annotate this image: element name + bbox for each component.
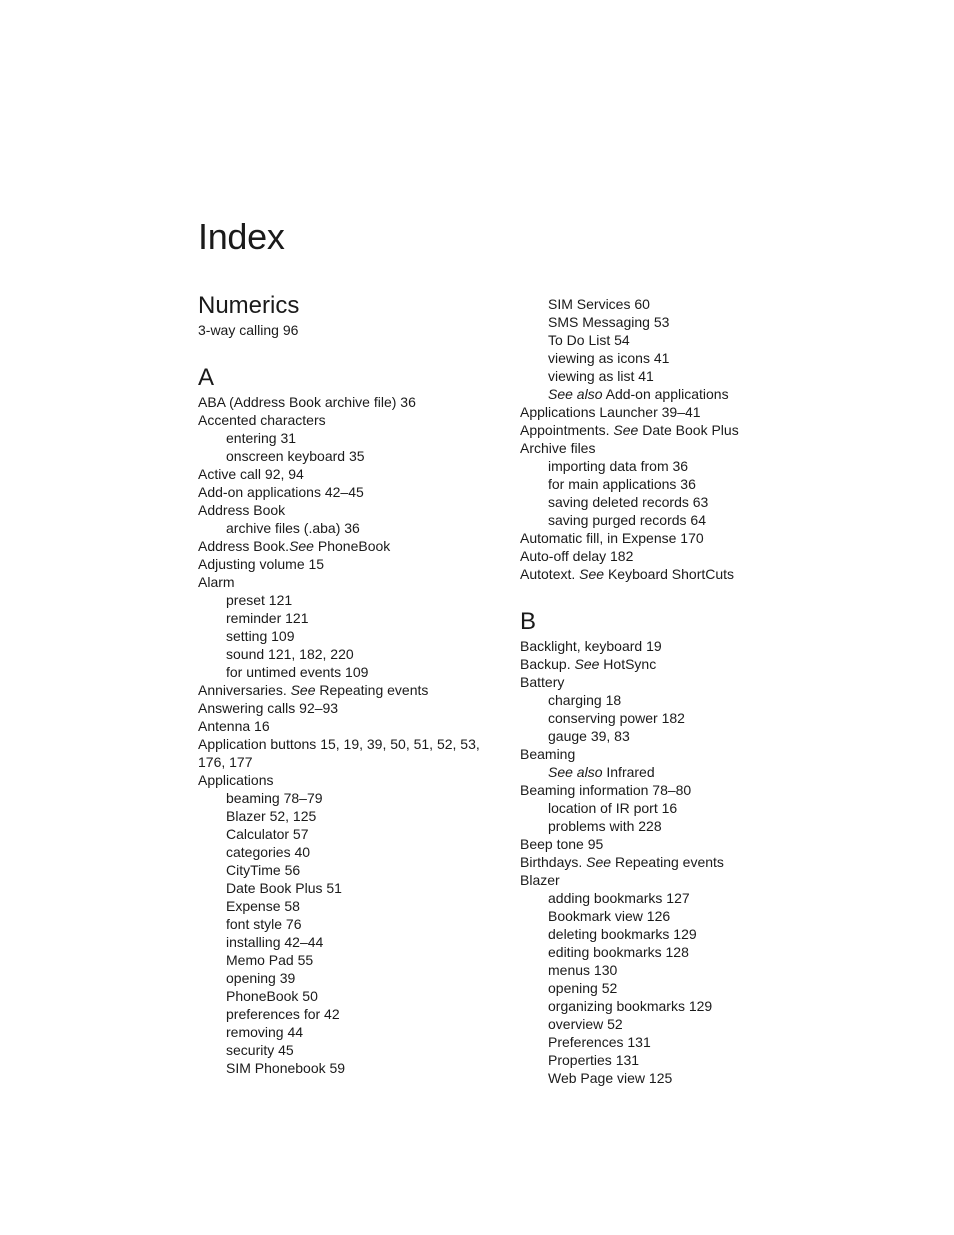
index-entry: Beaming [520, 746, 576, 762]
reference-target: Add-on applications [602, 386, 729, 402]
index-subentry: opening 39 [226, 970, 296, 986]
see-reference: See [290, 682, 316, 698]
index-entry: Archive files [520, 440, 596, 456]
index-entry: Beep tone 95 [520, 836, 604, 852]
index-subentry [520, 385, 820, 403]
index-entry: Accented characters [198, 412, 326, 428]
index-entry: Blazer [520, 872, 560, 888]
index-subentry: archive files (.aba) 36 [226, 520, 360, 536]
index-subentry: PhoneBook 50 [226, 988, 318, 1004]
index-subentry: preset 121 [226, 592, 293, 608]
index-entry: Add-on applications 42–45 [198, 484, 364, 500]
index-subentry: saving deleted records 63 [548, 494, 709, 510]
index-subentry: deleting bookmarks 129 [548, 926, 697, 942]
index-entry [520, 853, 820, 871]
index-entry: Antenna 16 [198, 718, 270, 734]
reference-target: Date Book Plus [638, 422, 739, 438]
index-subentry: conserving power 182 [548, 710, 685, 726]
index-entry: Beaming information 78–80 [520, 782, 692, 798]
see-reference: See [574, 656, 600, 672]
index-column-left [198, 291, 498, 1077]
index-entry [198, 537, 498, 555]
index-entry: Active call 92, 94 [198, 466, 304, 482]
reference-target: PhoneBook [313, 538, 391, 554]
index-subentry: reminder 121 [226, 610, 309, 626]
index-entry: Auto-off delay 182 [520, 548, 634, 564]
index-subentry: overview 52 [548, 1016, 623, 1032]
index-subentry: Blazer 52, 125 [226, 808, 317, 824]
index-entry [198, 681, 498, 699]
index-subentry: SIM Services 60 [548, 296, 650, 312]
index-subentry: sound 121, 182, 220 [226, 646, 354, 662]
index-subentry: editing bookmarks 128 [548, 944, 689, 960]
index-subentry: charging 18 [548, 692, 622, 708]
reference-target: Repeating events [611, 854, 724, 870]
index-subentry: viewing as icons 41 [548, 350, 670, 366]
index-subentry: To Do List 54 [548, 332, 630, 348]
entry-text: Address Book. [198, 538, 290, 554]
see-reference: See also [548, 386, 603, 402]
index-subentry [520, 763, 820, 781]
section-heading: Numerics [198, 292, 300, 319]
see-reference: See [613, 422, 639, 438]
index-entry: Adjusting volume 15 [198, 556, 325, 572]
index-subentry: for untimed events 109 [226, 664, 369, 680]
index-subentry: location of IR port 16 [548, 800, 678, 816]
index-subentry: beaming 78–79 [226, 790, 323, 806]
entry-text: Appointments. [520, 422, 614, 438]
index-subentry: gauge 39, 83 [548, 728, 630, 744]
see-reference: See [586, 854, 612, 870]
reference-target: HotSync [599, 656, 657, 672]
index-subentry: Date Book Plus 51 [226, 880, 342, 896]
entry-text: Birthdays. [520, 854, 587, 870]
reference-target: Keyboard ShortCuts [604, 566, 735, 582]
index-subentry: opening 52 [548, 980, 618, 996]
index-entry: Backlight, keyboard 19 [520, 638, 662, 654]
see-reference: See also [548, 764, 603, 780]
see-reference: See [289, 538, 314, 554]
index-subentry: categories 40 [226, 844, 311, 860]
index-column-right [520, 295, 820, 1087]
index-subentry: CityTime 56 [226, 862, 301, 878]
index-entry: ABA (Address Book archive file) 36 [198, 394, 416, 410]
entry-text: Anniversaries. [198, 682, 291, 698]
index-subentry: Expense 58 [226, 898, 300, 914]
index-subentry: security 45 [226, 1042, 294, 1058]
index-entry: Automatic fill, in Expense 170 [520, 530, 704, 546]
index-entry: 3-way calling 96 [198, 322, 299, 338]
index-subentry: Web Page view 125 [548, 1070, 673, 1086]
index-subentry: Properties 131 [548, 1052, 640, 1068]
index-subentry: for main applications 36 [548, 476, 696, 492]
index-subentry: organizing bookmarks 129 [548, 998, 713, 1014]
index-subentry: Memo Pad 55 [226, 952, 314, 968]
index-entry [520, 565, 820, 583]
index-subentry: Preferences 131 [548, 1034, 651, 1050]
index-subentry: preferences for 42 [226, 1006, 340, 1022]
index-subentry: setting 109 [226, 628, 295, 644]
index-subentry: font style 76 [226, 916, 302, 932]
index-entry: Application buttons 15, 19, 39, 50, 51, 52, 53, 176, 177 [198, 736, 480, 770]
section-heading: A [198, 364, 215, 391]
index-entry [520, 421, 820, 439]
index-subentry: menus 130 [548, 962, 618, 978]
index-subentry: entering 31 [226, 430, 297, 446]
section-heading: B [520, 608, 537, 635]
entry-text: Autotext. [520, 566, 580, 582]
index-subentry: importing data from 36 [548, 458, 689, 474]
index-subentry: onscreen keyboard 35 [226, 448, 365, 464]
index-entry: Applications [198, 772, 274, 788]
index-entry: Address Book [198, 502, 286, 518]
reference-target: Repeating events [315, 682, 429, 698]
see-reference: See [579, 566, 605, 582]
index-subentry: Calculator 57 [226, 826, 309, 842]
index-subentry: adding bookmarks 127 [548, 890, 690, 906]
index-subentry: Bookmark view 126 [548, 908, 671, 924]
index-subentry: SMS Messaging 53 [548, 314, 670, 330]
index-subentry: viewing as list 41 [548, 368, 654, 384]
index-subentry: problems with 228 [548, 818, 662, 834]
index-entry: Applications Launcher 39–41 [520, 404, 701, 420]
index-subentry: saving purged records 64 [548, 512, 706, 528]
reference-target: Infrared [602, 764, 655, 780]
page-title: Index [198, 216, 285, 257]
index-entry [520, 655, 820, 673]
index-subentry: installing 42–44 [226, 934, 324, 950]
index-entry: Alarm [198, 574, 235, 590]
index-subentry: removing 44 [226, 1024, 304, 1040]
index-subentry: SIM Phonebook 59 [226, 1060, 346, 1076]
index-entry: Battery [520, 674, 565, 690]
index-entry: Answering calls 92–93 [198, 700, 339, 716]
entry-text: Backup. [520, 656, 575, 672]
